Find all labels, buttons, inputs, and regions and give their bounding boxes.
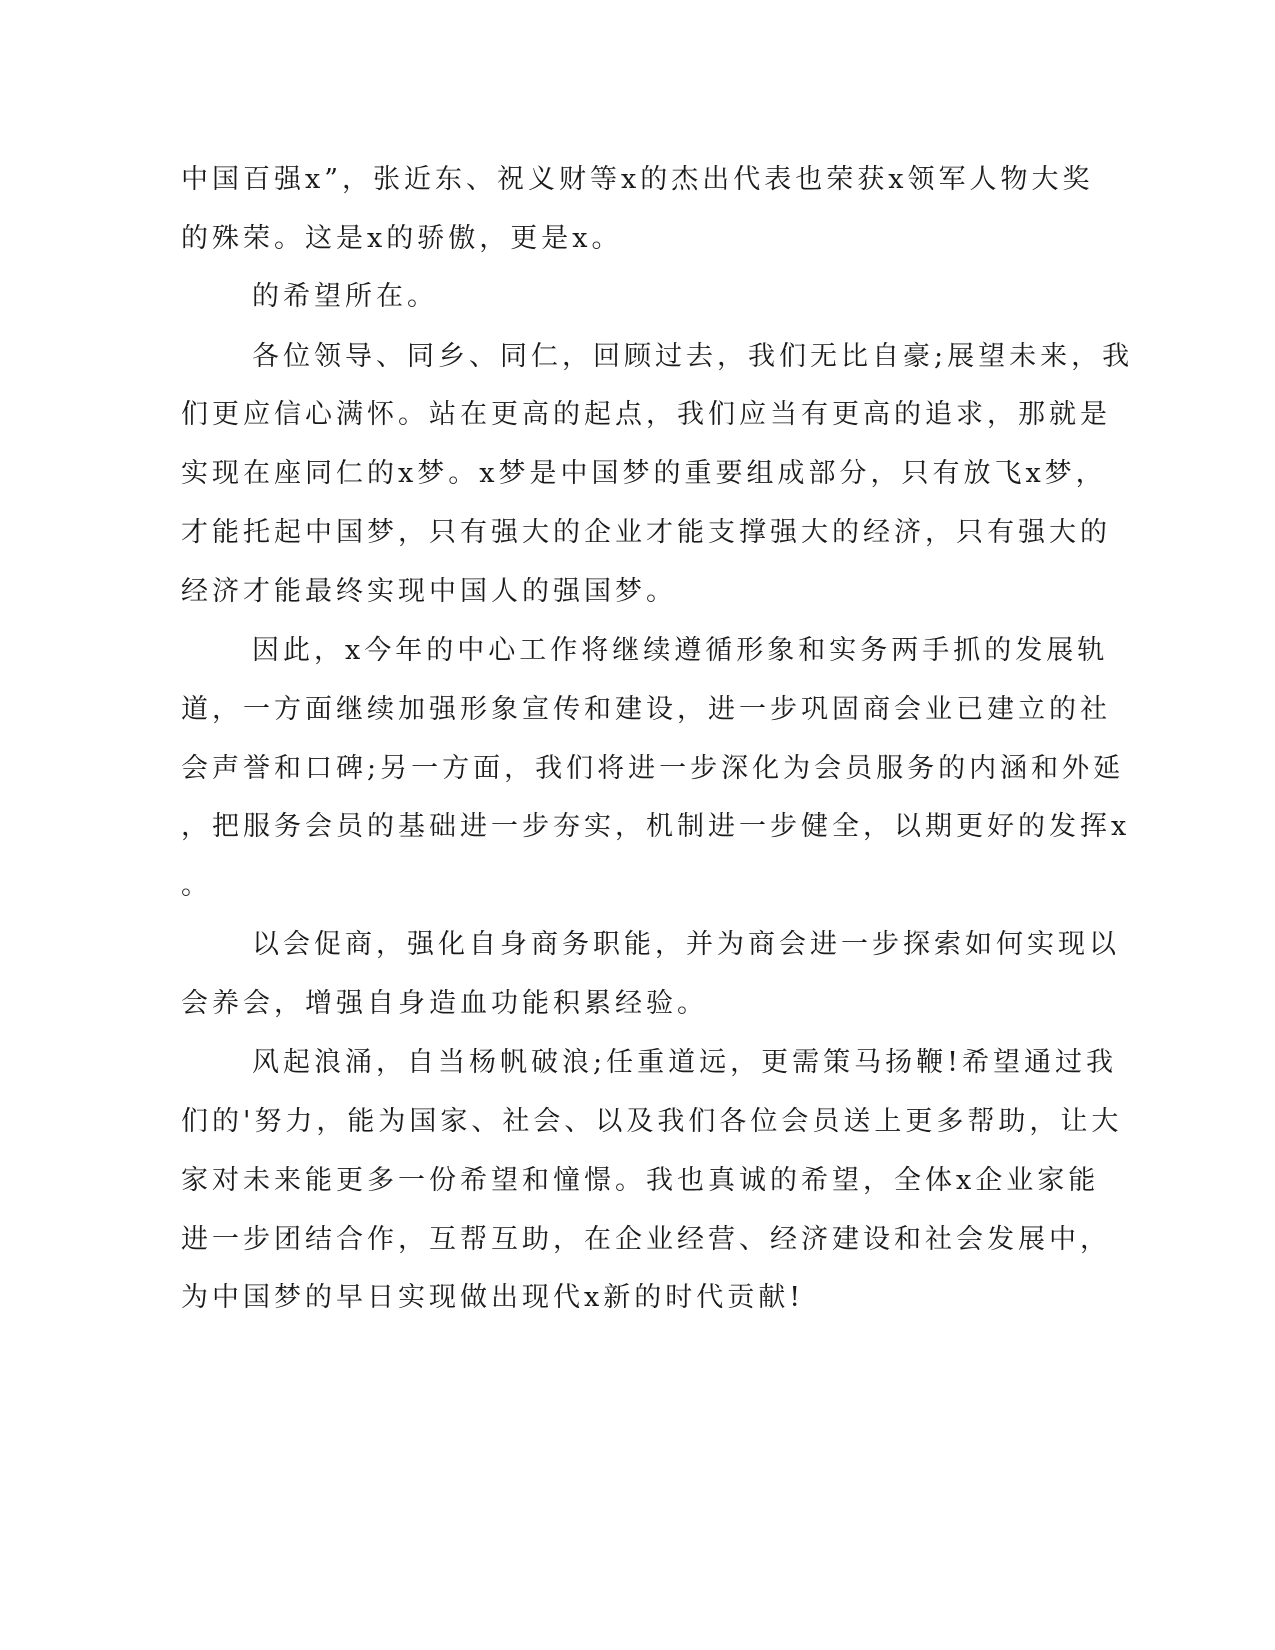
text-line: 经济才能最终实现中国人的强国梦。 xyxy=(181,576,677,607)
text-line: 家对未来能更多一份希望和憧憬。我也真诚的希望，全体x企业家能 xyxy=(181,1165,1100,1196)
text-line: 们更应信心满怀。站在更高的起点，我们应当有更高的追求，那就是 xyxy=(181,399,1111,430)
text-line: 会养会，增强自身造血功能积累经验。 xyxy=(181,988,708,1019)
text-line: 各位领导、同乡、同仁，回顾过去，我们无比自豪;展望未来，我 xyxy=(252,341,1134,372)
text-line: 的希望所在。 xyxy=(252,281,438,312)
text-line: 才能托起中国梦，只有强大的企业才能支撑强大的经济，只有强大的 xyxy=(181,517,1111,548)
text-line: 会声誉和口碑;另一方面，我们将进一步深化为会员服务的内涵和外延 xyxy=(181,753,1125,784)
text-line: 为中国梦的早日实现做出现代x新的时代贡献! xyxy=(181,1282,805,1313)
text-line: 的殊荣。这是x的骄傲，更是x。 xyxy=(181,223,623,254)
text-line: 风起浪涌，自当杨帆破浪;任重道远，更需策马扬鞭!希望通过我 xyxy=(252,1047,1117,1078)
text-line: 以会促商，强化自身商务职能，并为商会进一步探索如何实现以 xyxy=(252,929,1120,960)
text-line: 们的'努力，能为国家、社会、以及我们各位会员送上更多帮助，让大 xyxy=(181,1106,1123,1137)
text-line: 道，一方面继续加强形象宣传和建设，进一步巩固商会业已建立的社 xyxy=(181,694,1111,725)
text-line: ，把服务会员的基础进一步夯实，机制进一步健全，以期更好的发挥x xyxy=(181,811,1131,842)
text-line: 实现在座同仁的x梦。x梦是中国梦的重要组成部分，只有放飞x梦， xyxy=(181,458,1107,489)
text-line: 进一步团结合作，互帮互助，在企业经营、经济建设和社会发展中， xyxy=(181,1224,1111,1255)
text-line: 。 xyxy=(181,870,212,901)
text-line: 因此，x今年的中心工作将继续遵循形象和实务两手抓的发展轨 xyxy=(252,635,1109,666)
text-line: 中国百强x”，张近东、祝义财等x的杰出代表也荣获x领军人物大奖 xyxy=(181,164,1094,195)
